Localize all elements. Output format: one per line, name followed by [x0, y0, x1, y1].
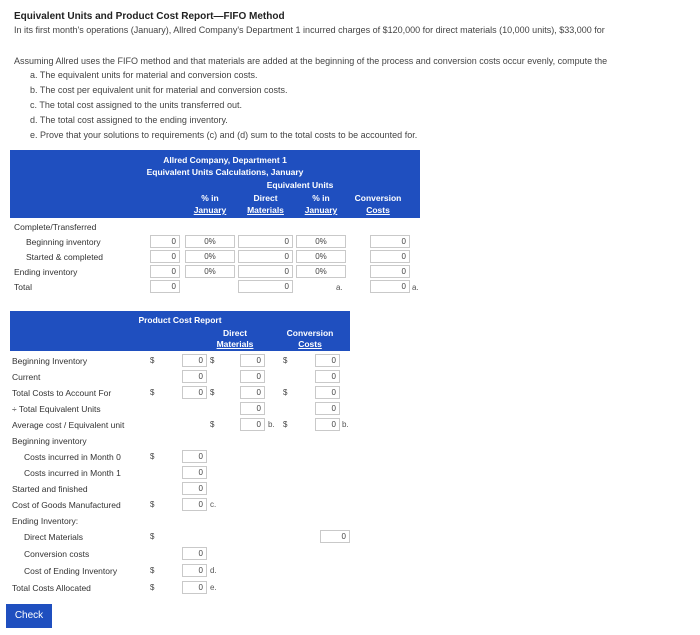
pcr-dollar: $ [150, 566, 155, 575]
pcr-row-month0: Costs incurred in Month 0 [24, 452, 121, 462]
pcr-dollar: $ [150, 500, 155, 509]
pcr-row-avg-cost: Average cost / Equivalent unit [12, 420, 125, 430]
eu-units-ending[interactable]: 0 [150, 265, 180, 278]
eu-cc-ending[interactable]: 0 [370, 265, 410, 278]
row-total: Total [14, 282, 32, 292]
pcr-cost-end-total[interactable]: 0 [182, 564, 207, 577]
eu-dm-beginning[interactable]: 0 [238, 235, 293, 248]
pcr-dollar: $ [283, 420, 288, 429]
pcr-note-c: c. [210, 500, 217, 509]
check-button[interactable]: Check [6, 604, 52, 628]
pcr-row-total-costs: Total Costs to Account For [12, 388, 112, 398]
requirement-b: b. The cost per equivalent unit for material and conversion costs. [30, 85, 288, 95]
row-complete-transferred: Complete/Transferred [14, 222, 97, 232]
pcr-dollar: $ [210, 420, 215, 429]
eu-heading-2: Equivalent Units Calculations, January [146, 167, 304, 177]
pcr-col-conversion: Conversion [286, 328, 334, 338]
pcr-dollar: $ [210, 356, 215, 365]
pcr-avg-dm[interactable]: 0 [240, 418, 265, 431]
pcr-dollar: $ [150, 452, 155, 461]
pcr-tot-cc[interactable]: 0 [315, 386, 340, 399]
page-title: Equivalent Units and Product Cost Report—FIFO Method [14, 11, 285, 22]
pcr-total-alloc[interactable]: 0 [182, 581, 207, 594]
pcr-note-b-1: b. [268, 420, 275, 429]
pcr-beg-dm[interactable]: 0 [240, 354, 265, 367]
assumption-text: Assuming Allred uses the FIFO method and that materials are added at the beginning of the process and conversion costs occur evenly, compute the [14, 56, 608, 66]
pcr-month0-total[interactable]: 0 [182, 450, 207, 463]
pcr-row-cogm: Cost of Goods Manufactured [12, 500, 121, 510]
requirement-c: c. The total cost assigned to the units transferred out. [30, 100, 242, 110]
pcr-dollar: $ [210, 388, 215, 397]
eu-group-header: Equivalent Units [266, 180, 334, 190]
eu-pct1-beginning[interactable]: 0% [185, 235, 235, 248]
eu-cc-beginning[interactable]: 0 [370, 235, 410, 248]
eu-units-total[interactable]: 0 [150, 280, 180, 293]
pcr-cur-dm[interactable]: 0 [240, 370, 265, 383]
pcr-started-total[interactable]: 0 [182, 482, 207, 495]
row-started-completed: Started & completed [26, 252, 104, 262]
pcr-eu-cc[interactable]: 0 [315, 402, 340, 415]
pcr-beg-total[interactable]: 0 [182, 354, 207, 367]
eu-dm-ending[interactable]: 0 [238, 265, 293, 278]
pcr-endinv-dm[interactable]: 0 [320, 530, 350, 543]
pcr-tot-dm[interactable]: 0 [240, 386, 265, 399]
pcr-dollar: $ [150, 583, 155, 592]
requirement-a: a. The equivalent units for material and conversion costs. [30, 70, 258, 80]
pcr-dollar: $ [150, 388, 155, 397]
eu-cc-total[interactable]: 0 [370, 280, 410, 293]
requirement-e: e. Prove that your solutions to requirements (c) and (d) sum to the total costs to be accounted for. [30, 130, 418, 140]
pcr-row-beginning-inventory: Beginning Inventory [12, 356, 88, 366]
col-january-1: January [193, 205, 227, 215]
pcr-heading: Product Cost Report [138, 315, 222, 325]
pcr-col-materials: Materials [216, 339, 254, 349]
eu-dm-started[interactable]: 0 [238, 250, 293, 263]
pcr-note-d: d. [210, 566, 217, 575]
eu-note-a-2: a. [412, 283, 419, 292]
eu-pct2-ending[interactable]: 0% [296, 265, 346, 278]
pcr-row-conv: Conversion costs [24, 549, 90, 559]
pcr-tot-total[interactable]: 0 [182, 386, 207, 399]
intro-text: In its first month's operations (January), Allred Company's Department 1 incurred charges of $120,000 for direct materials (10,000 units), $33,000 for [14, 25, 605, 35]
eu-units-beginning[interactable]: 0 [150, 235, 180, 248]
eu-note-a-1: a. [336, 283, 343, 292]
col-pct-in-1: % in [201, 193, 219, 203]
pcr-month1-total[interactable]: 0 [182, 466, 207, 479]
eu-pct2-started[interactable]: 0% [296, 250, 346, 263]
pcr-note-e: e. [210, 583, 217, 592]
eu-heading-1: Allred Company, Department 1 [163, 155, 287, 165]
pcr-row-dm: Direct Materials [24, 532, 84, 542]
pcr-avg-cc[interactable]: 0 [315, 418, 340, 431]
pcr-row-started: Started and finished [12, 484, 88, 494]
pcr-col-direct: Direct [222, 328, 248, 338]
pcr-eu-dm[interactable]: 0 [240, 402, 265, 415]
pcr-row-beg-inv-header: Beginning inventory [12, 436, 87, 446]
col-pct-in-2: % in [312, 193, 330, 203]
eu-pct2-beginning[interactable]: 0% [296, 235, 346, 248]
col-materials: Materials [247, 205, 284, 215]
pcr-row-total-eu: ÷ Total Equivalent Units [12, 404, 101, 414]
pcr-dollar: $ [283, 388, 288, 397]
pcr-row-current: Current [12, 372, 41, 382]
col-direct: Direct [253, 193, 278, 203]
pcr-cogm-total[interactable]: 0 [182, 498, 207, 511]
pcr-col-costs: Costs [298, 339, 322, 349]
pcr-row-end-inv: Ending Inventory: [12, 516, 79, 526]
pcr-dollar: $ [150, 356, 155, 365]
pcr-dollar: $ [150, 532, 155, 541]
pcr-beg-cc[interactable]: 0 [315, 354, 340, 367]
requirement-d: d. The total cost assigned to the ending inventory. [30, 115, 228, 125]
row-beginning-inventory: Beginning inventory [26, 237, 101, 247]
eu-pct1-started[interactable]: 0% [185, 250, 235, 263]
pcr-endinv-cc[interactable]: 0 [182, 547, 207, 560]
eu-pct1-ending[interactable]: 0% [185, 265, 235, 278]
col-costs: Costs [366, 205, 390, 215]
col-january-2: January [304, 205, 338, 215]
pcr-dollar: $ [283, 356, 288, 365]
eu-dm-total[interactable]: 0 [238, 280, 293, 293]
col-conversion: Conversion [354, 193, 402, 203]
eu-cc-started[interactable]: 0 [370, 250, 410, 263]
pcr-note-b-2: b. [342, 420, 349, 429]
eu-units-started[interactable]: 0 [150, 250, 180, 263]
pcr-row-cost-end: Cost of Ending Inventory [24, 566, 118, 576]
pcr-cur-cc[interactable]: 0 [315, 370, 340, 383]
pcr-row-month1: Costs incurred in Month 1 [24, 468, 121, 478]
row-ending-inventory: Ending inventory [14, 267, 78, 277]
pcr-cur-total[interactable]: 0 [182, 370, 207, 383]
pcr-row-total-alloc: Total Costs Allocated [12, 583, 91, 593]
